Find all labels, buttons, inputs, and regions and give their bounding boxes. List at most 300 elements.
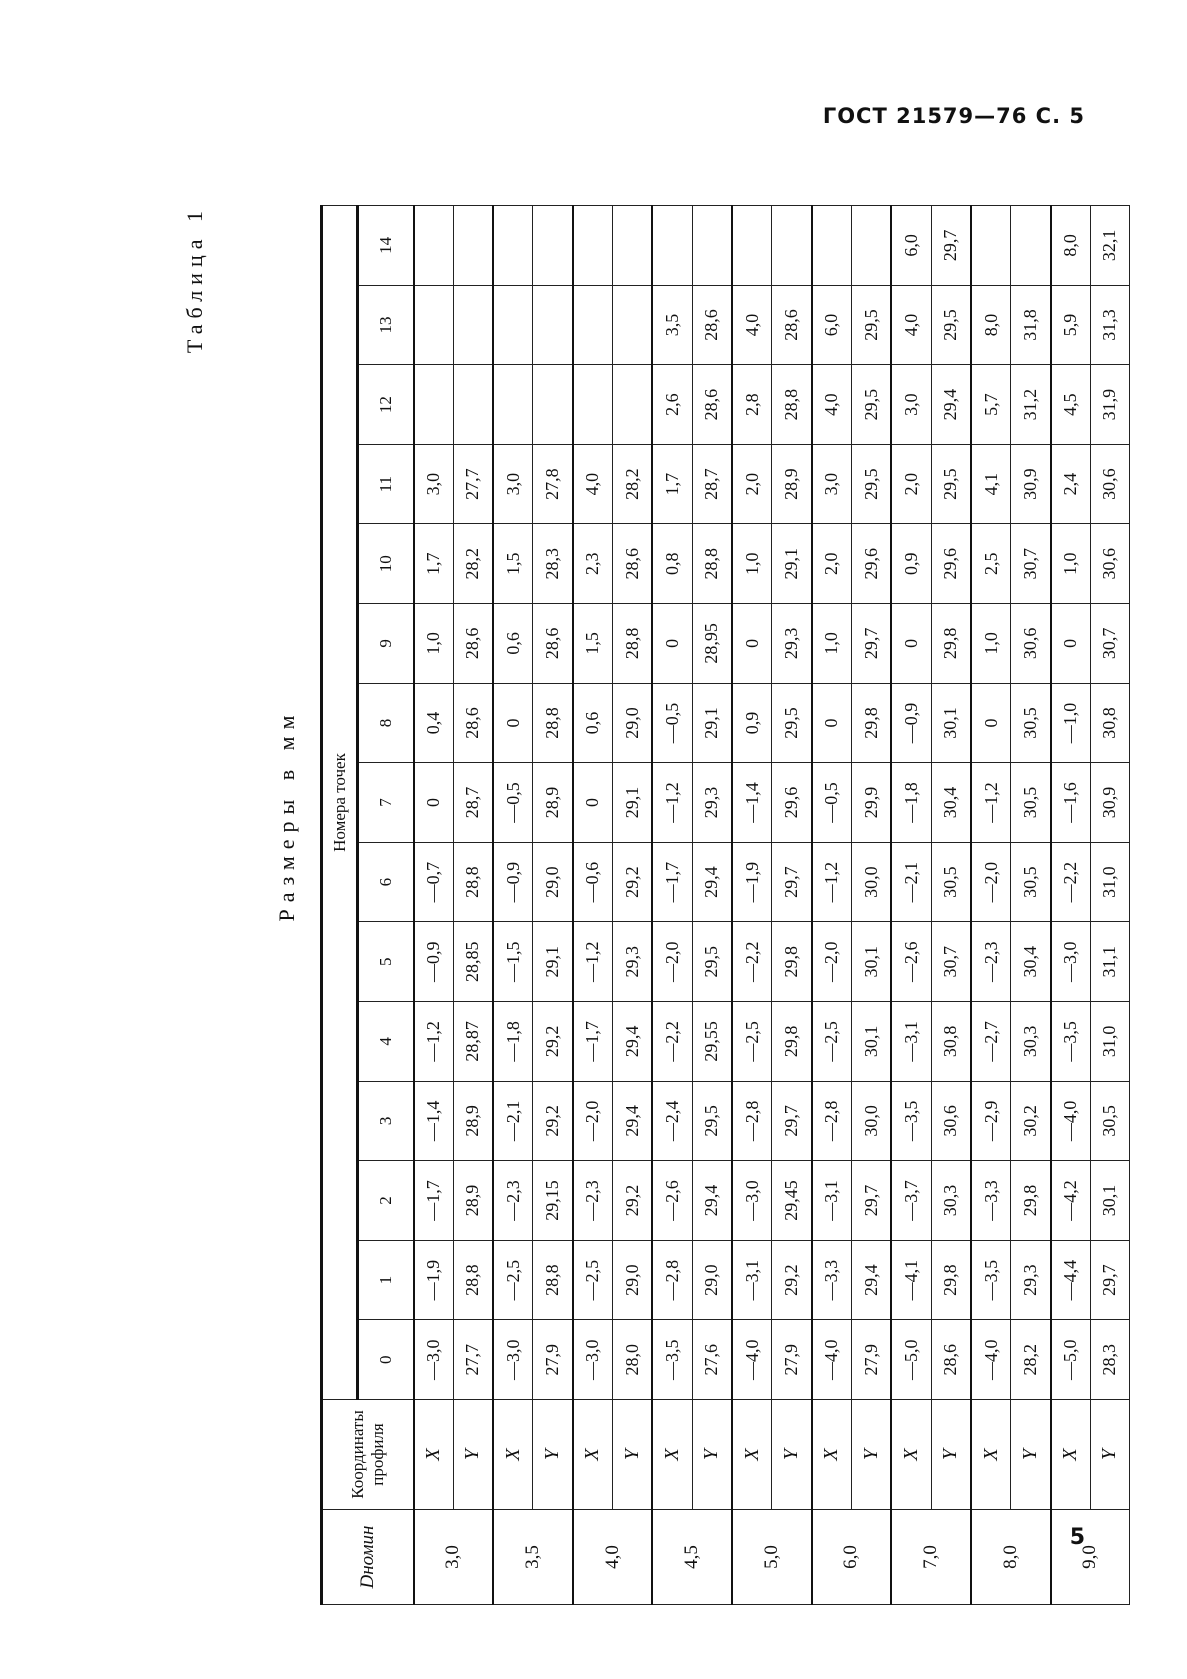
value-cell: 28,0 xyxy=(613,1320,653,1400)
value-cell: 0 xyxy=(652,604,692,684)
header-point-numbers: Номера точек xyxy=(322,206,358,1400)
value-cell: 0 xyxy=(971,683,1011,763)
table-row xyxy=(812,206,852,1605)
point-number-header: 11 xyxy=(358,444,414,524)
point-number-header: 14 xyxy=(358,206,414,286)
value-cell: 8,0 xyxy=(1051,206,1091,286)
value-cell: 29,8 xyxy=(851,683,891,763)
point-number-header: 13 xyxy=(358,285,414,365)
value-cell xyxy=(493,285,533,365)
coordinate-label-cell: X xyxy=(891,1400,931,1510)
value-cell: 31,1 xyxy=(1090,922,1129,1002)
value-cell: 29,4 xyxy=(692,1161,732,1241)
value-cell: 29,9 xyxy=(851,763,891,843)
value-cell: —1,6 xyxy=(1051,763,1091,843)
value-cell xyxy=(414,365,454,445)
value-cell: —0,6 xyxy=(573,842,613,922)
value-cell xyxy=(493,206,533,286)
value-cell: 30,6 xyxy=(1090,524,1129,604)
page-number: 5 xyxy=(1069,1525,1085,1550)
value-cell: 28,7 xyxy=(692,444,732,524)
d-nominal-cell: 6,0 xyxy=(812,1510,892,1605)
value-cell: —1,4 xyxy=(732,763,772,843)
coordinate-label-cell: X xyxy=(573,1400,613,1510)
value-cell: —2,6 xyxy=(652,1161,692,1241)
value-cell: 30,7 xyxy=(1011,524,1051,604)
table-row xyxy=(772,206,812,1605)
value-cell: 29,0 xyxy=(613,683,653,763)
value-cell: 5,9 xyxy=(1051,285,1091,365)
value-cell: —3,0 xyxy=(414,1320,454,1400)
value-cell: 28,6 xyxy=(692,285,732,365)
value-cell: 29,4 xyxy=(613,1081,653,1161)
value-cell: —3,1 xyxy=(732,1240,772,1320)
value-cell: —2,0 xyxy=(812,922,852,1002)
value-cell: 30,1 xyxy=(1090,1161,1129,1241)
value-cell xyxy=(573,285,613,365)
value-cell xyxy=(453,206,493,286)
table-row xyxy=(453,206,493,1605)
value-cell: 1,0 xyxy=(812,604,852,684)
value-cell: 30,8 xyxy=(931,1002,971,1082)
point-number-header: 3 xyxy=(358,1081,414,1161)
units-caption: Размеры в мм xyxy=(274,708,299,922)
value-cell: 6,0 xyxy=(812,285,852,365)
value-cell: —2,9 xyxy=(971,1081,1011,1161)
value-cell: 30,4 xyxy=(931,763,971,843)
coordinate-label-cell: X xyxy=(732,1400,772,1510)
value-cell: —3,5 xyxy=(971,1240,1011,1320)
value-cell: 28,3 xyxy=(533,524,573,604)
value-cell xyxy=(851,206,891,286)
value-cell: 29,7 xyxy=(772,842,812,922)
value-cell: 30,1 xyxy=(851,1002,891,1082)
value-cell: 29,3 xyxy=(772,604,812,684)
value-cell xyxy=(1011,206,1051,286)
value-cell: 30,5 xyxy=(1090,1081,1129,1161)
value-cell: —3,1 xyxy=(812,1161,852,1241)
value-cell: 28,6 xyxy=(692,365,732,445)
value-cell: 3,0 xyxy=(414,444,454,524)
value-cell: 28,2 xyxy=(1011,1320,1051,1400)
value-cell: 30,6 xyxy=(931,1081,971,1161)
value-cell: 2,3 xyxy=(573,524,613,604)
value-cell: 29,3 xyxy=(613,922,653,1002)
value-cell xyxy=(414,206,454,286)
value-cell: 28,9 xyxy=(772,444,812,524)
value-cell: 2,8 xyxy=(732,365,772,445)
value-cell: 30,5 xyxy=(1011,842,1051,922)
value-cell: 27,7 xyxy=(453,444,493,524)
value-cell: 29,1 xyxy=(772,524,812,604)
value-cell: 29,5 xyxy=(772,683,812,763)
value-cell: —3,0 xyxy=(573,1320,613,1400)
value-cell: 28,8 xyxy=(772,365,812,445)
value-cell: —5,0 xyxy=(1051,1320,1091,1400)
value-cell xyxy=(652,206,692,286)
value-cell: 27,9 xyxy=(772,1320,812,1400)
value-cell: —0,5 xyxy=(652,683,692,763)
point-number-header: 10 xyxy=(358,524,414,604)
value-cell: 1,5 xyxy=(573,604,613,684)
value-cell: —3,0 xyxy=(732,1161,772,1241)
value-cell: 29,6 xyxy=(772,763,812,843)
value-cell: —2,2 xyxy=(652,1002,692,1082)
coordinate-label-cell: Y xyxy=(931,1400,971,1510)
value-cell: 28,85 xyxy=(453,922,493,1002)
coordinate-label-cell: X xyxy=(652,1400,692,1510)
value-cell: 28,3 xyxy=(1090,1320,1129,1400)
value-cell: 4,0 xyxy=(812,365,852,445)
value-cell: —4,4 xyxy=(1051,1240,1091,1320)
value-cell: 29,2 xyxy=(533,1081,573,1161)
value-cell: —1,4 xyxy=(414,1081,454,1161)
value-cell: 29,8 xyxy=(1011,1161,1051,1241)
value-cell: 29,2 xyxy=(772,1240,812,1320)
header-profile-coordinates: Координаты профиля xyxy=(322,1400,414,1510)
table-row xyxy=(652,206,692,1605)
value-cell: 1,5 xyxy=(493,524,533,604)
coordinate-label-cell: Y xyxy=(1011,1400,1051,1510)
value-cell: 28,9 xyxy=(453,1081,493,1161)
value-cell: —2,1 xyxy=(493,1081,533,1161)
table-row xyxy=(971,206,1011,1605)
value-cell: 29,7 xyxy=(772,1081,812,1161)
table-caption: Таблица 1 xyxy=(182,205,207,354)
value-cell: 29,8 xyxy=(772,1002,812,1082)
coordinate-label-cell: Y xyxy=(453,1400,493,1510)
value-cell: 28,6 xyxy=(453,604,493,684)
value-cell xyxy=(732,206,772,286)
value-cell: 30,1 xyxy=(931,683,971,763)
value-cell xyxy=(533,365,573,445)
value-cell: —2,7 xyxy=(971,1002,1011,1082)
value-cell: 1,0 xyxy=(971,604,1011,684)
value-cell: 2,6 xyxy=(652,365,692,445)
value-cell: 30,7 xyxy=(1090,604,1129,684)
value-cell: 29,3 xyxy=(1011,1240,1051,1320)
value-cell: —3,0 xyxy=(493,1320,533,1400)
page-header: ГОСТ 21579—76 С. 5 xyxy=(822,104,1085,128)
value-cell: 2,0 xyxy=(732,444,772,524)
value-cell: 8,0 xyxy=(971,285,1011,365)
value-cell: 3,0 xyxy=(493,444,533,524)
d-nominal-cell: 5,0 xyxy=(732,1510,812,1605)
coordinate-label-cell: Y xyxy=(772,1400,812,1510)
value-cell: 2,4 xyxy=(1051,444,1091,524)
coordinate-label-cell: X xyxy=(493,1400,533,1510)
d-nominal-cell: 7,0 xyxy=(891,1510,971,1605)
value-cell xyxy=(533,206,573,286)
table-row xyxy=(1051,206,1091,1605)
value-cell: 29,1 xyxy=(613,763,653,843)
value-cell: —5,0 xyxy=(891,1320,931,1400)
value-cell: 29,7 xyxy=(851,1161,891,1241)
value-cell: —1,9 xyxy=(732,842,772,922)
value-cell: 0,6 xyxy=(573,683,613,763)
value-cell: 28,6 xyxy=(613,524,653,604)
value-cell xyxy=(573,206,613,286)
point-number-header: 8 xyxy=(358,683,414,763)
value-cell: 28,6 xyxy=(533,604,573,684)
value-cell: 29,1 xyxy=(692,683,732,763)
value-cell: 4,5 xyxy=(1051,365,1091,445)
value-cell xyxy=(692,206,732,286)
value-cell: —2,0 xyxy=(573,1081,613,1161)
value-cell: —4,0 xyxy=(971,1320,1011,1400)
coordinate-label-cell: X xyxy=(414,1400,454,1510)
value-cell: 2,0 xyxy=(891,444,931,524)
value-cell: —0,9 xyxy=(493,842,533,922)
value-cell: —2,2 xyxy=(732,922,772,1002)
value-cell: —2,0 xyxy=(971,842,1011,922)
value-cell: 1,0 xyxy=(1051,524,1091,604)
value-cell: 29,7 xyxy=(851,604,891,684)
value-cell xyxy=(613,206,653,286)
value-cell: 29,1 xyxy=(533,922,573,1002)
table-row xyxy=(891,206,931,1605)
value-cell: 29,4 xyxy=(613,1002,653,1082)
value-cell: 30,8 xyxy=(1090,683,1129,763)
value-cell: 4,0 xyxy=(732,285,772,365)
value-cell: —3,0 xyxy=(1051,922,1091,1002)
coordinate-label-cell: Y xyxy=(1090,1400,1129,1510)
coordinate-label-cell: X xyxy=(812,1400,852,1510)
value-cell: —1,0 xyxy=(1051,683,1091,763)
value-cell: 29,4 xyxy=(692,842,732,922)
point-number-header: 2 xyxy=(358,1161,414,1241)
value-cell: 5,7 xyxy=(971,365,1011,445)
value-cell: 31,8 xyxy=(1011,285,1051,365)
value-cell: —1,7 xyxy=(573,1002,613,1082)
value-cell: —1,7 xyxy=(414,1161,454,1241)
table-row xyxy=(414,206,454,1605)
value-cell: 1,0 xyxy=(732,524,772,604)
value-cell: 30,0 xyxy=(851,1081,891,1161)
value-cell xyxy=(493,365,533,445)
value-cell: 29,3 xyxy=(692,763,732,843)
rotated-table-block xyxy=(170,195,1150,1635)
value-cell: 29,5 xyxy=(931,285,971,365)
value-cell: 29,6 xyxy=(931,524,971,604)
value-cell: 28,9 xyxy=(453,1161,493,1241)
value-cell: 0,6 xyxy=(493,604,533,684)
value-cell: —0,9 xyxy=(891,683,931,763)
value-cell: —3,3 xyxy=(812,1240,852,1320)
value-cell: 31,0 xyxy=(1090,1002,1129,1082)
value-cell: —0,5 xyxy=(493,763,533,843)
value-cell: 30,0 xyxy=(851,842,891,922)
value-cell: 0 xyxy=(1051,604,1091,684)
value-cell: 0 xyxy=(891,604,931,684)
value-cell: 29,8 xyxy=(931,604,971,684)
value-cell: —1,2 xyxy=(971,763,1011,843)
value-cell: 30,6 xyxy=(1090,444,1129,524)
value-cell: 29,4 xyxy=(851,1240,891,1320)
value-cell: 28,87 xyxy=(453,1002,493,1082)
value-cell: —2,6 xyxy=(891,922,931,1002)
value-cell: 28,8 xyxy=(692,524,732,604)
value-cell: 4,0 xyxy=(573,444,613,524)
value-cell: 29,45 xyxy=(772,1161,812,1241)
value-cell: —1,9 xyxy=(414,1240,454,1320)
value-cell: 28,8 xyxy=(533,683,573,763)
value-cell: 29,8 xyxy=(931,1240,971,1320)
value-cell: 30,2 xyxy=(1011,1081,1051,1161)
table-row xyxy=(493,206,533,1605)
value-cell xyxy=(613,365,653,445)
value-cell: —4,0 xyxy=(1051,1081,1091,1161)
value-cell: —4,0 xyxy=(732,1320,772,1400)
value-cell xyxy=(573,365,613,445)
value-cell: 29,0 xyxy=(533,842,573,922)
value-cell: 29,2 xyxy=(613,1161,653,1241)
point-number-header: 6 xyxy=(358,842,414,922)
value-cell: —2,1 xyxy=(891,842,931,922)
value-cell: —1,5 xyxy=(493,922,533,1002)
value-cell: —4,0 xyxy=(812,1320,852,1400)
point-number-header: 1 xyxy=(358,1240,414,1320)
value-cell: 30,9 xyxy=(1011,444,1051,524)
value-cell: 28,8 xyxy=(533,1240,573,1320)
value-cell: —3,1 xyxy=(891,1002,931,1082)
value-cell: 30,1 xyxy=(851,922,891,1002)
coordinate-label-cell: Y xyxy=(692,1400,732,1510)
value-cell: —1,2 xyxy=(812,842,852,922)
value-cell: 0,9 xyxy=(732,683,772,763)
value-cell: 31,3 xyxy=(1090,285,1129,365)
value-cell: 27,9 xyxy=(533,1320,573,1400)
value-cell: —2,4 xyxy=(652,1081,692,1161)
value-cell: 30,9 xyxy=(1090,763,1129,843)
value-cell: 4,1 xyxy=(971,444,1011,524)
dimensions-table xyxy=(320,205,1130,1605)
value-cell: —2,3 xyxy=(493,1161,533,1241)
value-cell: 29,5 xyxy=(931,444,971,524)
value-cell: 28,8 xyxy=(613,604,653,684)
value-cell: 28,8 xyxy=(453,1240,493,1320)
value-cell: —0,5 xyxy=(812,763,852,843)
value-cell: 31,2 xyxy=(1011,365,1051,445)
value-cell: 0,8 xyxy=(652,524,692,604)
value-cell: 30,3 xyxy=(931,1161,971,1241)
value-cell: —3,5 xyxy=(1051,1002,1091,1082)
table-row xyxy=(732,206,772,1605)
value-cell: 30,6 xyxy=(1011,604,1051,684)
value-cell: 29,0 xyxy=(692,1240,732,1320)
value-cell: 28,6 xyxy=(453,683,493,763)
value-cell: 29,15 xyxy=(533,1161,573,1241)
value-cell: 28,2 xyxy=(613,444,653,524)
value-cell: 30,5 xyxy=(931,842,971,922)
value-cell xyxy=(772,206,812,286)
d-nominal-cell: 3,5 xyxy=(493,1510,573,1605)
value-cell: 31,0 xyxy=(1090,842,1129,922)
point-number-header: 5 xyxy=(358,922,414,1002)
value-cell: 29,5 xyxy=(692,922,732,1002)
value-cell xyxy=(453,365,493,445)
value-cell: 1,7 xyxy=(652,444,692,524)
table-row xyxy=(1011,206,1051,1605)
value-cell: 29,5 xyxy=(851,365,891,445)
value-cell: 1,7 xyxy=(414,524,454,604)
d-nominal-cell: 4,0 xyxy=(573,1510,653,1605)
value-cell: —2,5 xyxy=(812,1002,852,1082)
d-nominal-cell: 4,5 xyxy=(652,1510,732,1605)
value-cell: —2,3 xyxy=(971,922,1011,1002)
value-cell: —3,7 xyxy=(891,1161,931,1241)
value-cell: —1,2 xyxy=(573,922,613,1002)
value-cell: —2,0 xyxy=(652,922,692,1002)
value-cell: 28,6 xyxy=(772,285,812,365)
table-row xyxy=(573,206,613,1605)
value-cell: 29,7 xyxy=(1090,1240,1129,1320)
table-row xyxy=(692,206,732,1605)
value-cell: —4,1 xyxy=(891,1240,931,1320)
point-number-header: 4 xyxy=(358,1002,414,1082)
value-cell xyxy=(533,285,573,365)
d-nominal-cell: 3,0 xyxy=(414,1510,494,1605)
value-cell: 0 xyxy=(812,683,852,763)
value-cell: 27,6 xyxy=(692,1320,732,1400)
value-cell: 29,0 xyxy=(613,1240,653,1320)
point-number-header: 7 xyxy=(358,763,414,843)
coordinate-label-cell: Y xyxy=(613,1400,653,1510)
point-number-header: 0 xyxy=(358,1320,414,1400)
value-cell: 30,7 xyxy=(931,922,971,1002)
value-cell: —1,8 xyxy=(493,1002,533,1082)
value-cell: 30,4 xyxy=(1011,922,1051,1002)
table-row xyxy=(931,206,971,1605)
table-row xyxy=(533,206,573,1605)
value-cell: 29,5 xyxy=(851,285,891,365)
value-cell: 30,5 xyxy=(1011,683,1051,763)
header-d-nominal: Dномин xyxy=(322,1510,414,1605)
value-cell: —2,5 xyxy=(493,1240,533,1320)
value-cell: —2,5 xyxy=(573,1240,613,1320)
value-cell: 28,8 xyxy=(453,842,493,922)
value-cell: 2,5 xyxy=(971,524,1011,604)
value-cell: 28,9 xyxy=(533,763,573,843)
value-cell: 0 xyxy=(493,683,533,763)
coordinate-label-cell: Y xyxy=(533,1400,573,1510)
value-cell: 29,8 xyxy=(772,922,812,1002)
value-cell: 28,7 xyxy=(453,763,493,843)
value-cell: —0,7 xyxy=(414,842,454,922)
value-cell xyxy=(453,285,493,365)
table-row xyxy=(613,206,653,1605)
value-cell xyxy=(613,285,653,365)
d-nominal-cell: 9,0 xyxy=(1051,1510,1130,1605)
value-cell: 29,4 xyxy=(931,365,971,445)
point-number-header: 12 xyxy=(358,365,414,445)
value-cell: —1,8 xyxy=(891,763,931,843)
value-cell: 6,0 xyxy=(891,206,931,286)
table-body xyxy=(414,206,1130,1605)
value-cell: —0,9 xyxy=(414,922,454,1002)
value-cell: 0,9 xyxy=(891,524,931,604)
coordinate-label-cell: X xyxy=(1051,1400,1091,1510)
value-cell: 3,0 xyxy=(891,365,931,445)
value-cell: —2,8 xyxy=(652,1240,692,1320)
value-cell: 27,8 xyxy=(533,444,573,524)
value-cell: 27,9 xyxy=(851,1320,891,1400)
value-cell: —3,3 xyxy=(971,1161,1011,1241)
coordinate-label-cell: Y xyxy=(851,1400,891,1510)
value-cell: 0 xyxy=(414,763,454,843)
value-cell: 3,5 xyxy=(652,285,692,365)
value-cell: —2,2 xyxy=(1051,842,1091,922)
